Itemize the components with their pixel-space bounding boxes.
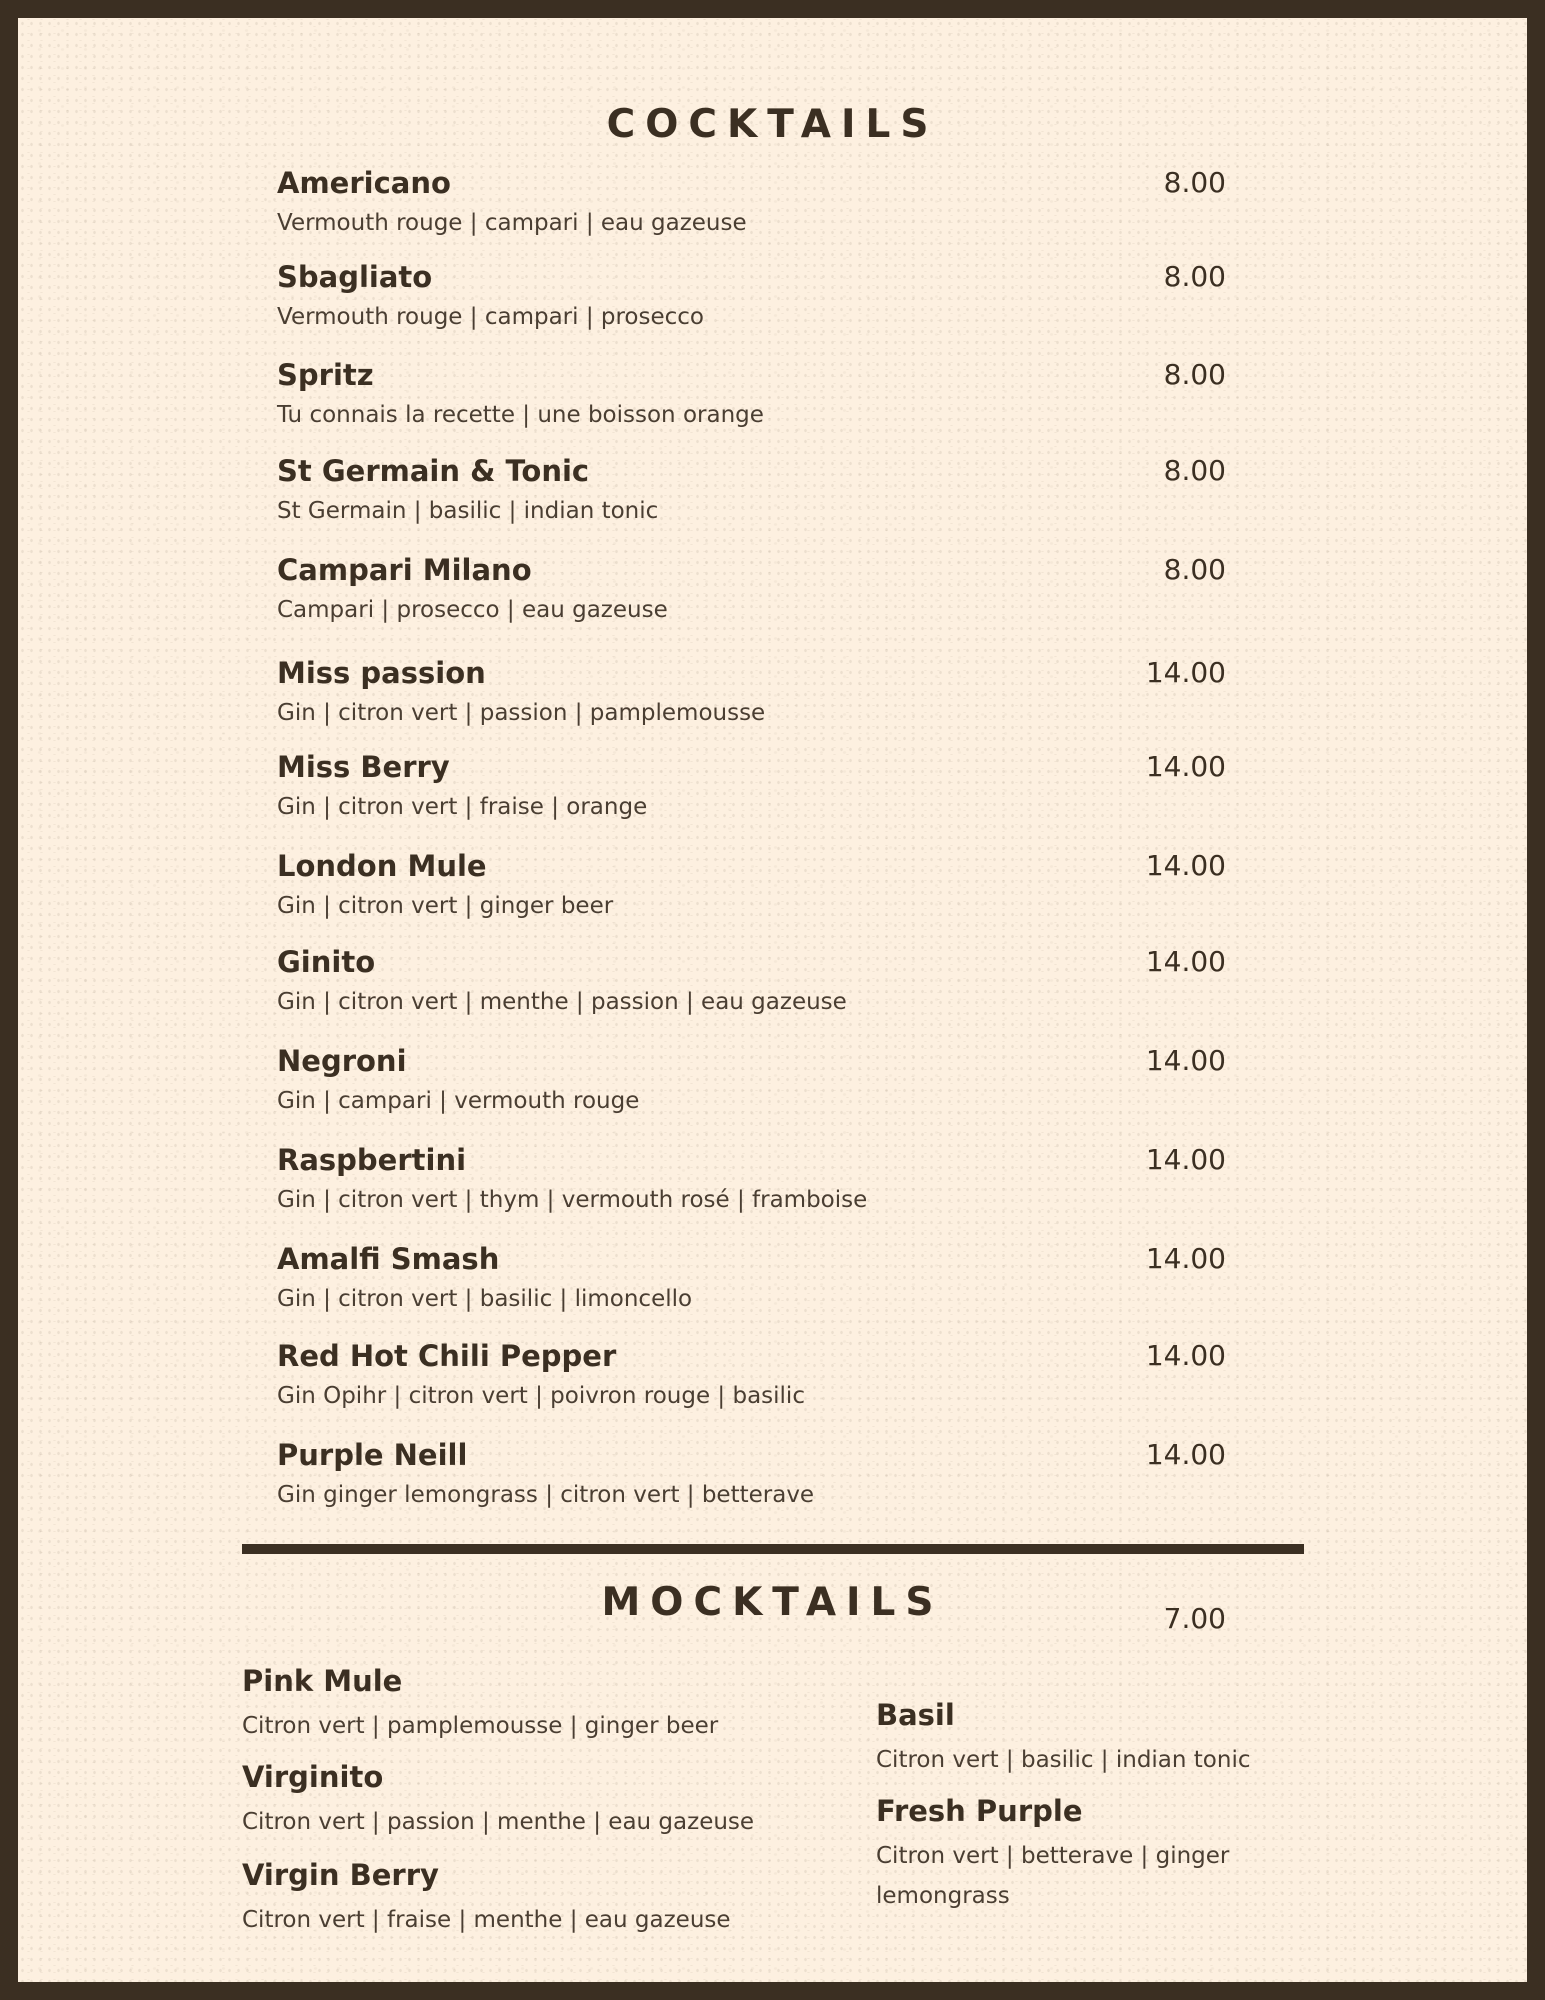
mocktail-item [876, 1696, 1296, 1780]
item-price: 14.00 [1145, 1438, 1226, 1471]
item-name: Raspbertini [277, 1143, 467, 1177]
item-price: 14.00 [1145, 750, 1226, 783]
item-name: London Mule [277, 849, 487, 883]
item-name: Campari Milano [277, 553, 532, 587]
item-price: 8.00 [1163, 260, 1226, 293]
item-description: Gin | citron vert | passion | pamplemousse [277, 700, 766, 726]
item-description: Gin | citron vert | menthe | passion | eau gazeuse [277, 989, 847, 1015]
cocktails-heading: COCKTAILS [606, 102, 939, 147]
item-price: 8.00 [1163, 454, 1226, 487]
item-name: Basil [876, 1698, 955, 1732]
item-description: Citron vert | basilic | indian tonic [876, 1747, 1251, 1773]
item-name: Amalfi Smash [277, 1242, 500, 1276]
item-price: 14.00 [1145, 1339, 1226, 1372]
item-price: 14.00 [1145, 945, 1226, 978]
item-description: Campari | prosecco | eau gazeuse [277, 597, 668, 623]
item-price: 8.00 [1163, 553, 1226, 586]
item-name: Ginito [277, 945, 376, 979]
item-price: 8.00 [1163, 166, 1226, 199]
item-name: Miss Berry [277, 750, 450, 784]
item-description: Citron vert | fraise | menthe | eau gazeuse [242, 1907, 731, 1933]
item-price: 14.00 [1145, 656, 1226, 689]
item-price: 14.00 [1145, 849, 1226, 882]
item-description: Gin | citron vert | ginger beer [277, 893, 614, 919]
item-price: 14.00 [1145, 1242, 1226, 1275]
mocktails-price: 7.00 [1163, 1602, 1226, 1635]
item-description: Citron vert | passion | menthe | eau gazeuse [242, 1809, 755, 1835]
item-name: Spritz [277, 358, 374, 392]
item-price: 14.00 [1145, 1044, 1226, 1077]
item-name: St Germain & Tonic [277, 454, 590, 488]
item-name: Red Hot Chili Pepper [277, 1339, 617, 1373]
item-name: Miss passion [277, 656, 486, 690]
item-description: Gin | campari | vermouth rouge [277, 1088, 640, 1114]
mocktail-item [242, 1662, 842, 1746]
mocktail-item [242, 1758, 842, 1842]
menu-page [18, 18, 1527, 1982]
item-description: Gin Opihr | citron vert | poivron rouge | basilic [277, 1383, 805, 1409]
item-description: Gin | citron vert | thym | vermouth rosé | framboise [277, 1187, 868, 1213]
item-price: 8.00 [1163, 358, 1226, 391]
mocktails-heading: MOCKTAILS [601, 1580, 944, 1625]
item-name: Pink Mule [242, 1664, 403, 1698]
item-description: Citron vert | betterave | ginger lemongrass [876, 1843, 1230, 1909]
item-description: St Germain | basilic | indian tonic [277, 498, 659, 524]
item-name: Virgin Berry [242, 1858, 439, 1892]
item-description: Gin ginger lemongrass | citron vert | betterave [277, 1482, 815, 1508]
item-price: 14.00 [1145, 1143, 1226, 1176]
item-name: Virginito [242, 1760, 384, 1794]
item-description: Tu connais la recette | une boisson orange [277, 402, 764, 428]
item-name: Sbagliato [277, 260, 433, 294]
item-name: Purple Neill [277, 1438, 468, 1472]
item-name: Americano [277, 166, 451, 200]
mocktail-item [242, 1856, 842, 1940]
item-name: Negroni [277, 1044, 407, 1078]
item-description: Citron vert | pamplemousse | ginger beer [242, 1713, 719, 1739]
item-name: Fresh Purple [876, 1794, 1083, 1828]
mocktail-item [876, 1792, 1296, 1916]
item-description: Vermouth rouge | campari | prosecco [277, 304, 705, 330]
item-description: Vermouth rouge | campari | eau gazeuse [277, 210, 747, 236]
item-description: Gin | citron vert | basilic | limoncello [277, 1286, 693, 1312]
item-description: Gin | citron vert | fraise | orange [277, 794, 648, 820]
section-divider [242, 1544, 1304, 1554]
